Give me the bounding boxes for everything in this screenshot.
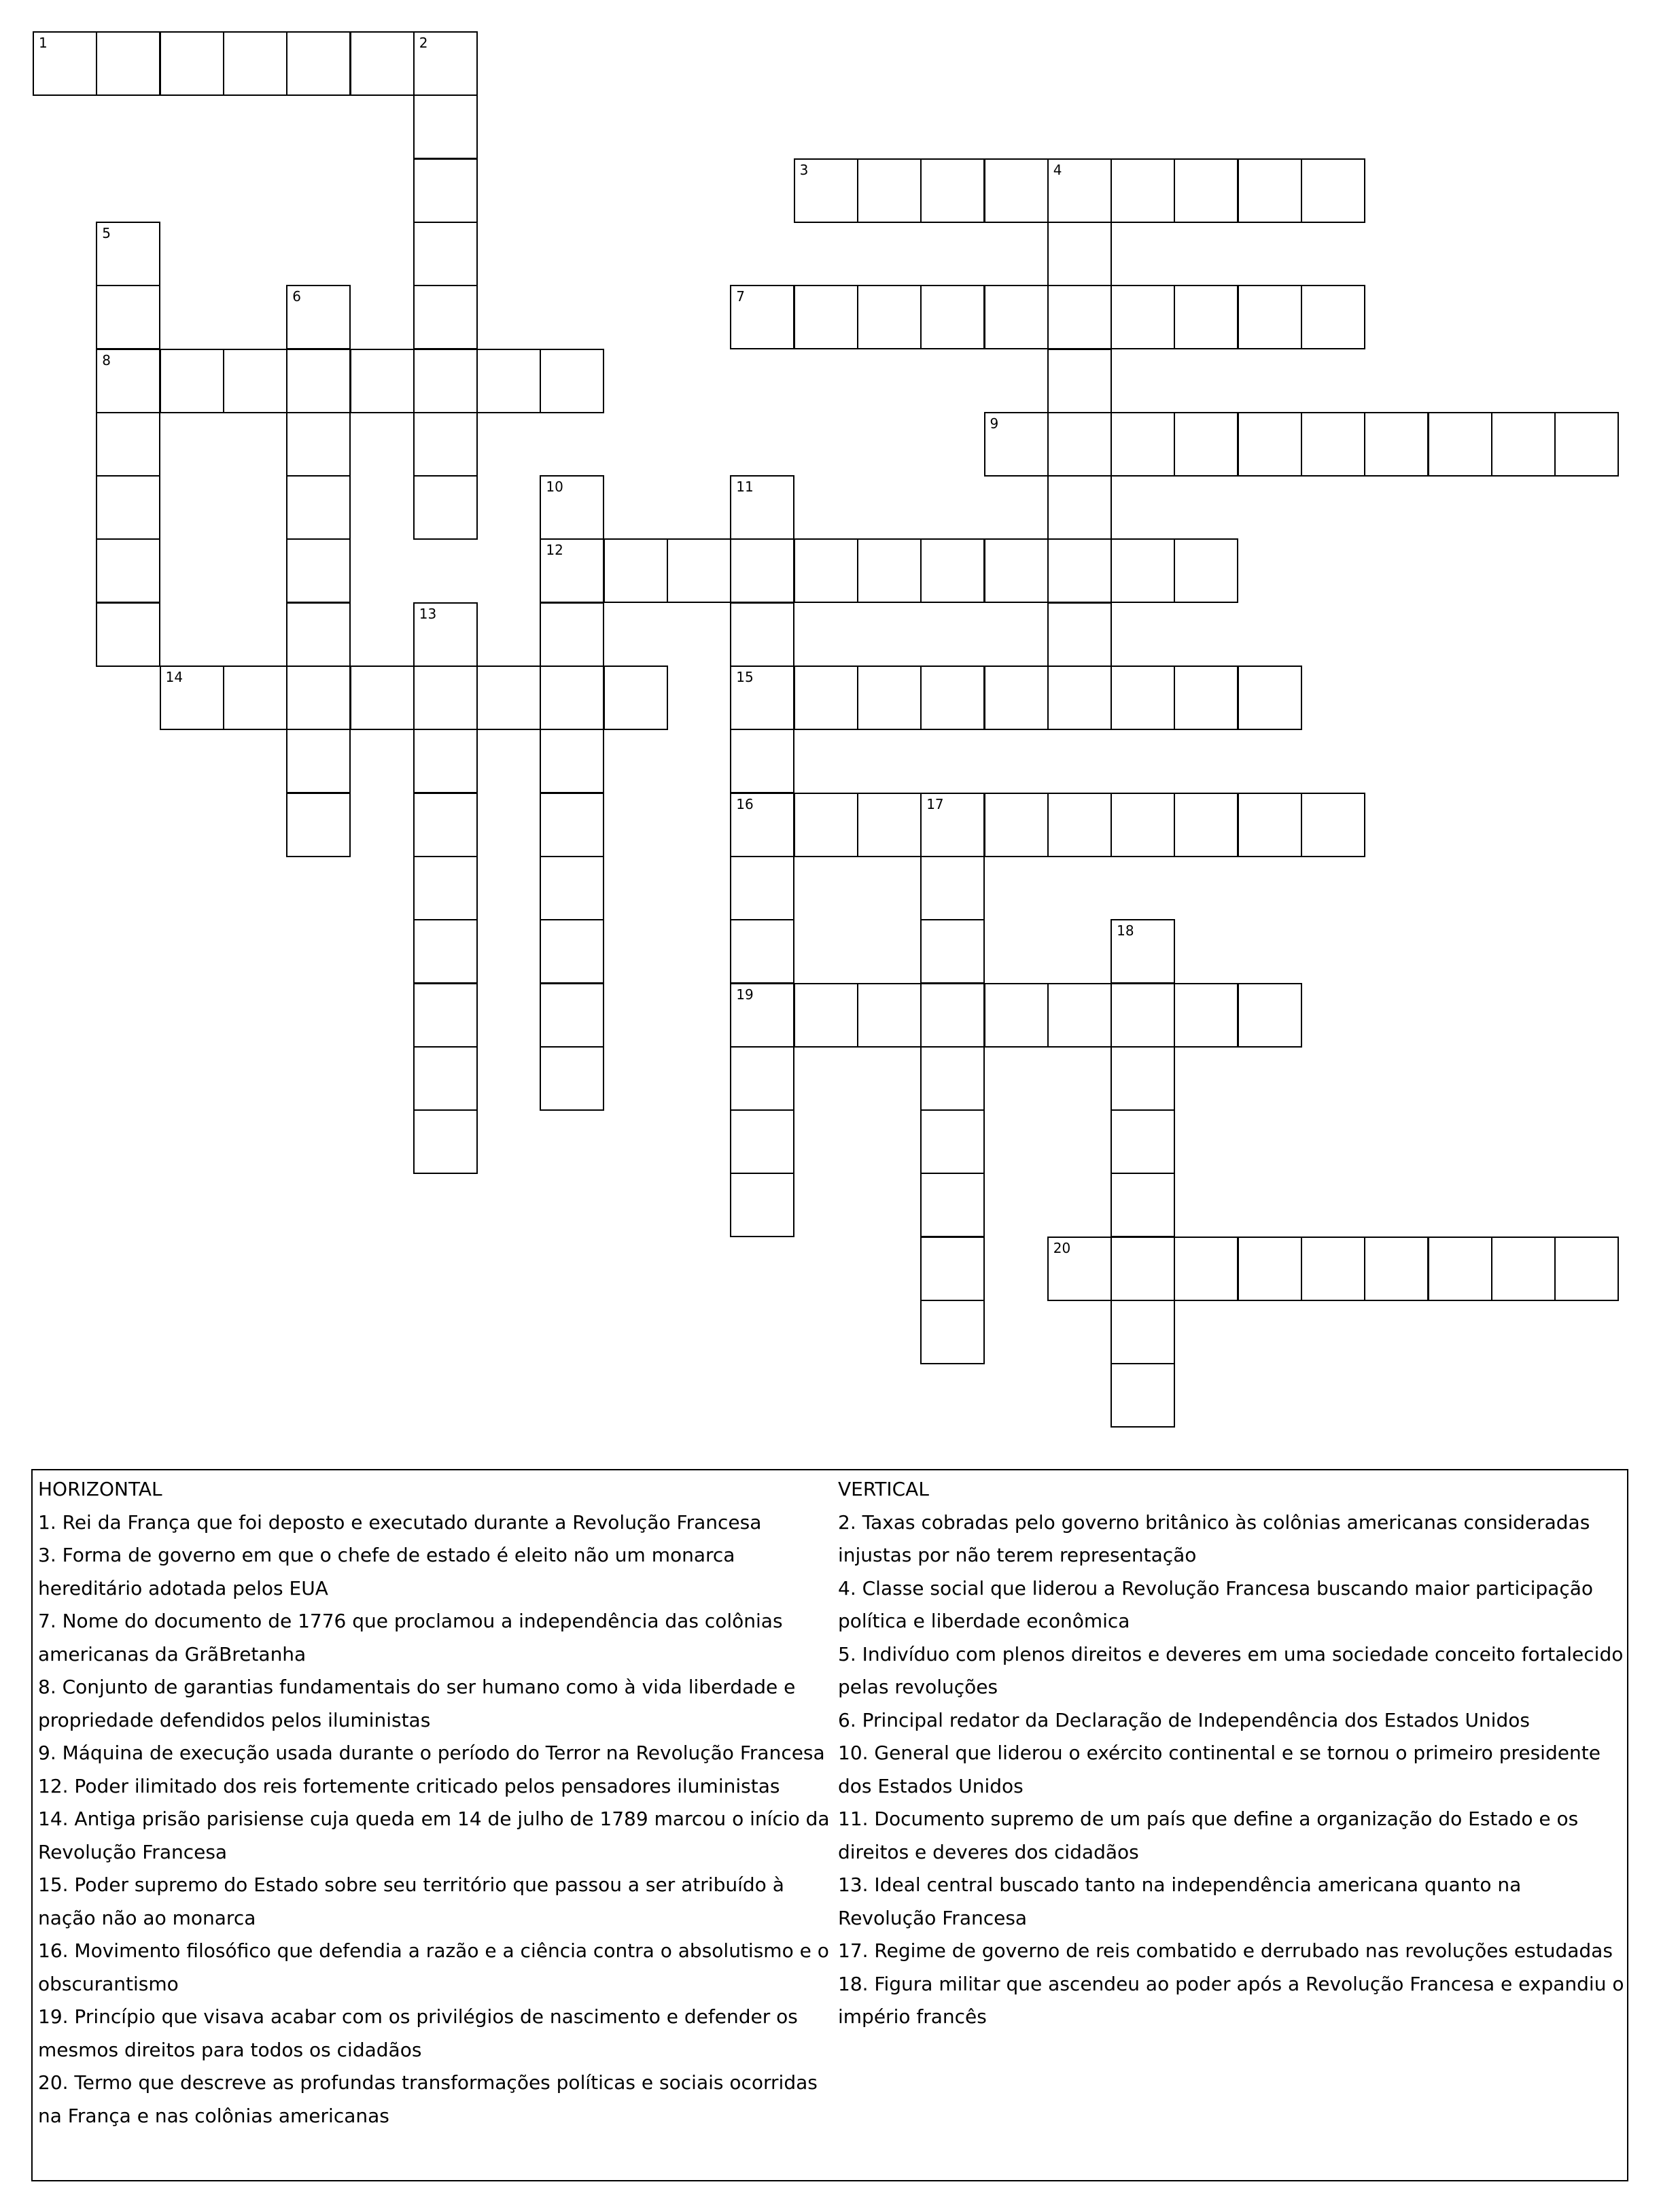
- grid-cell[interactable]: [1047, 158, 1112, 223]
- grid-cell[interactable]: [1301, 1237, 1365, 1301]
- grid-cell[interactable]: [1111, 666, 1175, 730]
- grid-cell[interactable]: [413, 475, 478, 540]
- grid-cell[interactable]: [413, 349, 478, 413]
- clue-down-5: 5. Indivíduo com plenos direitos e deveres em uma sociedade conceito fortalecido pelas revoluções: [838, 1642, 1624, 1698]
- clue-number: 15: [736, 669, 754, 685]
- grid-cell[interactable]: [1238, 285, 1302, 349]
- grid-cell[interactable]: [984, 983, 1049, 1048]
- grid-cell[interactable]: [286, 729, 351, 793]
- grid-cell[interactable]: [1047, 475, 1112, 540]
- grid-cell[interactable]: [920, 538, 985, 603]
- clue-number: 16: [736, 795, 754, 812]
- grid-cell[interactable]: [984, 285, 1049, 349]
- grid-cell[interactable]: [1364, 1237, 1429, 1301]
- vertical-title: VERTICAL: [838, 1478, 929, 1500]
- clue-across-3: 3. Forma de governo em que o chefe de estado é eleito não um monarca hereditário adotada pelos EUA: [38, 1544, 735, 1600]
- grid-cell[interactable]: [730, 475, 794, 540]
- grid-cell[interactable]: [1111, 793, 1175, 857]
- grid-cell[interactable]: [160, 666, 224, 730]
- grid-cell[interactable]: [1174, 285, 1238, 349]
- grid-cell[interactable]: [1174, 983, 1238, 1048]
- grid-cell[interactable]: [920, 666, 985, 730]
- grid-cell[interactable]: [413, 1046, 478, 1111]
- grid-cell[interactable]: [857, 666, 922, 730]
- grid-cell[interactable]: [1047, 793, 1112, 857]
- clue-across-15: 15. Poder supremo do Estado sobre seu território que passou a ser atribuído à nação não ao monarca: [38, 1873, 784, 1929]
- grid-cell[interactable]: [223, 666, 287, 730]
- grid-cell[interactable]: [160, 349, 224, 413]
- grid-cell[interactable]: [413, 1109, 478, 1174]
- clue-across-7: 7. Nome do documento de 1776 que proclamou a independência das colônias americanas da GrãBretanha: [38, 1610, 783, 1665]
- grid-cell[interactable]: [286, 793, 351, 857]
- grid-cell[interactable]: [857, 793, 922, 857]
- grid-cell[interactable]: [794, 285, 858, 349]
- grid-cell[interactable]: [1238, 793, 1302, 857]
- grid-cell[interactable]: [350, 349, 415, 413]
- grid-cell[interactable]: [413, 793, 478, 857]
- grid-cell[interactable]: [96, 475, 160, 540]
- grid-cell[interactable]: [1554, 412, 1619, 477]
- grid-cell[interactable]: [1238, 412, 1302, 477]
- grid-cell[interactable]: [476, 666, 541, 730]
- grid-cell[interactable]: [1047, 666, 1112, 730]
- grid-cell[interactable]: [1111, 412, 1175, 477]
- grid-cell[interactable]: [1301, 285, 1365, 349]
- grid-cell[interactable]: [1111, 1109, 1175, 1174]
- clue-down-18: 18. Figura militar que ascendeu ao poder após a Revolução Francesa e expandiu o império francês: [838, 1972, 1624, 2028]
- grid-cell[interactable]: [1238, 1237, 1302, 1301]
- grid-cell[interactable]: [413, 856, 478, 920]
- grid-cell[interactable]: [286, 349, 351, 413]
- clue-down-17: 17. Regime de governo de reis combatido e derrubado nas revoluções estudadas: [838, 1939, 1613, 1962]
- clue-number: 8: [102, 351, 111, 368]
- grid-cell[interactable]: [1174, 158, 1238, 223]
- clue-number: 1: [39, 35, 48, 51]
- clue-across-12: 12. Poder ilimitado dos reis fortemente criticado pelos pensadores iluministas: [38, 1774, 780, 1797]
- grid-cell[interactable]: [1111, 983, 1175, 1048]
- clue-number: 17: [926, 795, 944, 812]
- vertical-clues: [838, 1473, 1625, 2034]
- grid-cell[interactable]: [223, 349, 287, 413]
- clues-box: [31, 1469, 1628, 2181]
- grid-cell[interactable]: [286, 31, 351, 96]
- clue-number: 18: [1117, 922, 1134, 939]
- grid-cell[interactable]: [920, 158, 985, 223]
- grid-cell[interactable]: [1301, 412, 1365, 477]
- clue-across-19: 19. Princípio que visava acabar com os privilégios de nascimento e defender os mesmos direitos para todos os cidadãos: [38, 2005, 798, 2061]
- grid-cell[interactable]: [730, 729, 794, 793]
- grid-cell[interactable]: [286, 412, 351, 477]
- grid-cell[interactable]: [730, 602, 794, 667]
- grid-cell[interactable]: [984, 538, 1049, 603]
- horizontal-clues: [38, 1473, 833, 2132]
- grid-cell[interactable]: [540, 793, 604, 857]
- grid-cell[interactable]: [413, 729, 478, 793]
- grid-cell[interactable]: [604, 666, 668, 730]
- grid-cell[interactable]: [540, 919, 604, 984]
- grid-cell[interactable]: [96, 31, 160, 96]
- grid-cell[interactable]: [413, 602, 478, 667]
- grid-cell[interactable]: [413, 983, 478, 1048]
- clue-down-2: 2. Taxas cobradas pelo governo britânico às colônias americanas consideradas injustas por não terem representação: [838, 1510, 1590, 1566]
- grid-cell[interactable]: [540, 729, 604, 793]
- grid-cell[interactable]: [1111, 1363, 1175, 1428]
- clue-number: 6: [292, 288, 301, 305]
- grid-cell[interactable]: [920, 1046, 985, 1111]
- grid-cell[interactable]: [96, 349, 160, 413]
- grid-cell[interactable]: [540, 666, 604, 730]
- grid-cell[interactable]: [286, 538, 351, 603]
- grid-cell[interactable]: [920, 919, 985, 984]
- grid-cell[interactable]: [730, 1109, 794, 1174]
- grid-cell[interactable]: [730, 1173, 794, 1237]
- grid-cell[interactable]: [160, 31, 224, 96]
- grid-cell[interactable]: [1047, 285, 1112, 349]
- grid-cell[interactable]: [920, 1237, 985, 1301]
- grid-cell[interactable]: [1174, 538, 1238, 603]
- grid-cell[interactable]: [1047, 1237, 1112, 1301]
- grid-cell[interactable]: [540, 983, 604, 1048]
- grid-cell[interactable]: [857, 158, 922, 223]
- clue-number: 5: [102, 224, 111, 241]
- grid-cell[interactable]: [920, 1109, 985, 1174]
- grid-cell[interactable]: [1174, 412, 1238, 477]
- grid-cell[interactable]: [1047, 983, 1112, 1048]
- grid-cell[interactable]: [1111, 538, 1175, 603]
- grid-cell[interactable]: [1238, 983, 1302, 1048]
- grid-cell[interactable]: [1238, 158, 1302, 223]
- grid-cell[interactable]: [667, 538, 731, 603]
- grid-cell[interactable]: [920, 856, 985, 920]
- grid-cell[interactable]: [730, 1046, 794, 1111]
- grid-cell[interactable]: [33, 31, 97, 96]
- grid-cell[interactable]: [1111, 1173, 1175, 1237]
- clue-down-6: 6. Principal redator da Declaração de Independência dos Estados Unidos: [838, 1708, 1530, 1731]
- horizontal-title: HORIZONTAL: [38, 1478, 162, 1500]
- clue-down-4: 4. Classe social que liderou a Revolução Francesa buscando maior participação política e liberdade econômica: [838, 1576, 1594, 1632]
- clue-across-14: 14. Antiga prisão parisiense cuja queda em 14 de julho de 1789 marcou o início da Revolução Francesa: [38, 1808, 830, 1863]
- clue-number: 11: [736, 479, 754, 496]
- grid-cell[interactable]: [1301, 158, 1365, 223]
- grid-cell[interactable]: [1111, 1300, 1175, 1364]
- grid-cell[interactable]: [730, 793, 794, 857]
- grid-cell[interactable]: [96, 222, 160, 286]
- grid-cell[interactable]: [286, 285, 351, 349]
- grid-cell[interactable]: [96, 412, 160, 477]
- grid-cell[interactable]: [286, 475, 351, 540]
- grid-cell[interactable]: [1174, 793, 1238, 857]
- clue-number: 20: [1053, 1239, 1071, 1256]
- grid-cell[interactable]: [920, 1300, 985, 1364]
- grid-cell[interactable]: [920, 793, 985, 857]
- clue-number: 3: [799, 161, 809, 178]
- grid-cell[interactable]: [604, 538, 668, 603]
- grid-cell[interactable]: [1174, 666, 1238, 730]
- grid-cell[interactable]: [413, 285, 478, 349]
- grid-cell[interactable]: [286, 602, 351, 667]
- grid-cell[interactable]: [413, 666, 478, 730]
- grid-cell[interactable]: [920, 285, 985, 349]
- clue-down-10: 10. General que liderou o exército continental e se tornou o primeiro presidente dos Estados Unidos: [838, 1742, 1601, 1797]
- grid-cell[interactable]: [1174, 1237, 1238, 1301]
- grid-cell[interactable]: [920, 983, 985, 1048]
- grid-cell[interactable]: [540, 538, 604, 603]
- grid-cell[interactable]: [730, 666, 794, 730]
- grid-cell[interactable]: [1111, 1046, 1175, 1111]
- grid-cell[interactable]: [1047, 349, 1112, 413]
- grid-cell[interactable]: [730, 919, 794, 984]
- grid-cell[interactable]: [730, 285, 794, 349]
- grid-cell[interactable]: [1428, 412, 1492, 477]
- grid-cell[interactable]: [540, 602, 604, 667]
- grid-cell[interactable]: [730, 983, 794, 1048]
- grid-cell[interactable]: [984, 158, 1049, 223]
- grid-cell[interactable]: [857, 285, 922, 349]
- grid-cell[interactable]: [540, 475, 604, 540]
- grid-cell[interactable]: [413, 222, 478, 286]
- grid-cell[interactable]: [1047, 602, 1112, 667]
- clue-number: 10: [546, 479, 563, 496]
- grid-cell[interactable]: [286, 666, 351, 730]
- grid-cell[interactable]: [96, 538, 160, 603]
- grid-cell[interactable]: [1491, 412, 1556, 477]
- grid-cell[interactable]: [540, 349, 604, 413]
- clue-number: 7: [736, 288, 746, 305]
- grid-cell[interactable]: [413, 158, 478, 223]
- grid-cell[interactable]: [413, 31, 478, 96]
- grid-cell[interactable]: [984, 412, 1049, 477]
- grid-cell[interactable]: [350, 666, 415, 730]
- clue-number: 14: [165, 669, 183, 685]
- grid-cell[interactable]: [1111, 1237, 1175, 1301]
- clue-across-9: 9. Máquina de execução usada durante o período do Terror na Revolução Francesa: [38, 1742, 825, 1764]
- grid-cell[interactable]: [540, 1046, 604, 1111]
- grid-cell[interactable]: [413, 919, 478, 984]
- clue-across-8: 8. Conjunto de garantias fundamentais do ser humano como à vida liberdade e propriedade defendidos pelos iluministas: [38, 1676, 796, 1731]
- grid-cell[interactable]: [857, 983, 922, 1048]
- grid-cell[interactable]: [794, 538, 858, 603]
- grid-cell[interactable]: [730, 538, 794, 603]
- clue-down-13: 13. Ideal central buscado tanto na independência americana quanto na Revolução Francesa: [838, 1873, 1522, 1929]
- grid-cell[interactable]: [350, 31, 415, 96]
- grid-cell[interactable]: [1364, 412, 1429, 477]
- grid-cell[interactable]: [1047, 412, 1112, 477]
- grid-cell[interactable]: [413, 412, 478, 477]
- grid-cell[interactable]: [794, 983, 858, 1048]
- grid-cell[interactable]: [857, 538, 922, 603]
- grid-cell[interactable]: [1111, 285, 1175, 349]
- clue-number: 19: [736, 986, 754, 1003]
- grid-cell[interactable]: [1238, 666, 1302, 730]
- grid-cell[interactable]: [794, 158, 858, 223]
- grid-cell[interactable]: [984, 793, 1049, 857]
- grid-cell[interactable]: [1111, 919, 1175, 984]
- clue-across-16: 16. Movimento filosófico que defendia a razão e a ciência contra o absolutismo e o obscurantismo: [38, 1939, 829, 1995]
- clue-number: 12: [546, 542, 563, 559]
- grid-cell[interactable]: [1428, 1237, 1492, 1301]
- clue-number: 9: [990, 415, 999, 432]
- grid-cell[interactable]: [794, 793, 858, 857]
- grid-cell[interactable]: [730, 856, 794, 920]
- grid-cell[interactable]: [794, 666, 858, 730]
- grid-cell[interactable]: [223, 31, 287, 96]
- grid-cell[interactable]: [96, 602, 160, 667]
- clue-across-20: 20. Termo que descreve as profundas transformações políticas e sociais ocorridas na França e nas colônias americanas: [38, 2071, 818, 2127]
- grid-cell[interactable]: [1491, 1237, 1556, 1301]
- grid-cell[interactable]: [413, 94, 478, 159]
- grid-cell[interactable]: [540, 856, 604, 920]
- clue-number: 13: [419, 605, 437, 622]
- grid-cell[interactable]: [476, 349, 541, 413]
- grid-cell[interactable]: [1111, 158, 1175, 223]
- grid-cell[interactable]: [1554, 1237, 1619, 1301]
- grid-cell[interactable]: [1047, 222, 1112, 286]
- grid-cell[interactable]: [1047, 538, 1112, 603]
- clue-number: 4: [1053, 161, 1062, 178]
- clue-down-11: 11. Documento supremo de um país que define a organização do Estado e os direitos e deveres dos cidadãos: [838, 1808, 1579, 1863]
- clue-number: 2: [419, 35, 428, 51]
- grid-cell[interactable]: [920, 1173, 985, 1237]
- grid-cell[interactable]: [96, 285, 160, 349]
- grid-cell[interactable]: [1301, 793, 1365, 857]
- grid-cell[interactable]: [984, 666, 1049, 730]
- clue-across-1: 1. Rei da França que foi deposto e executado durante a Revolução Francesa: [38, 1510, 762, 1534]
